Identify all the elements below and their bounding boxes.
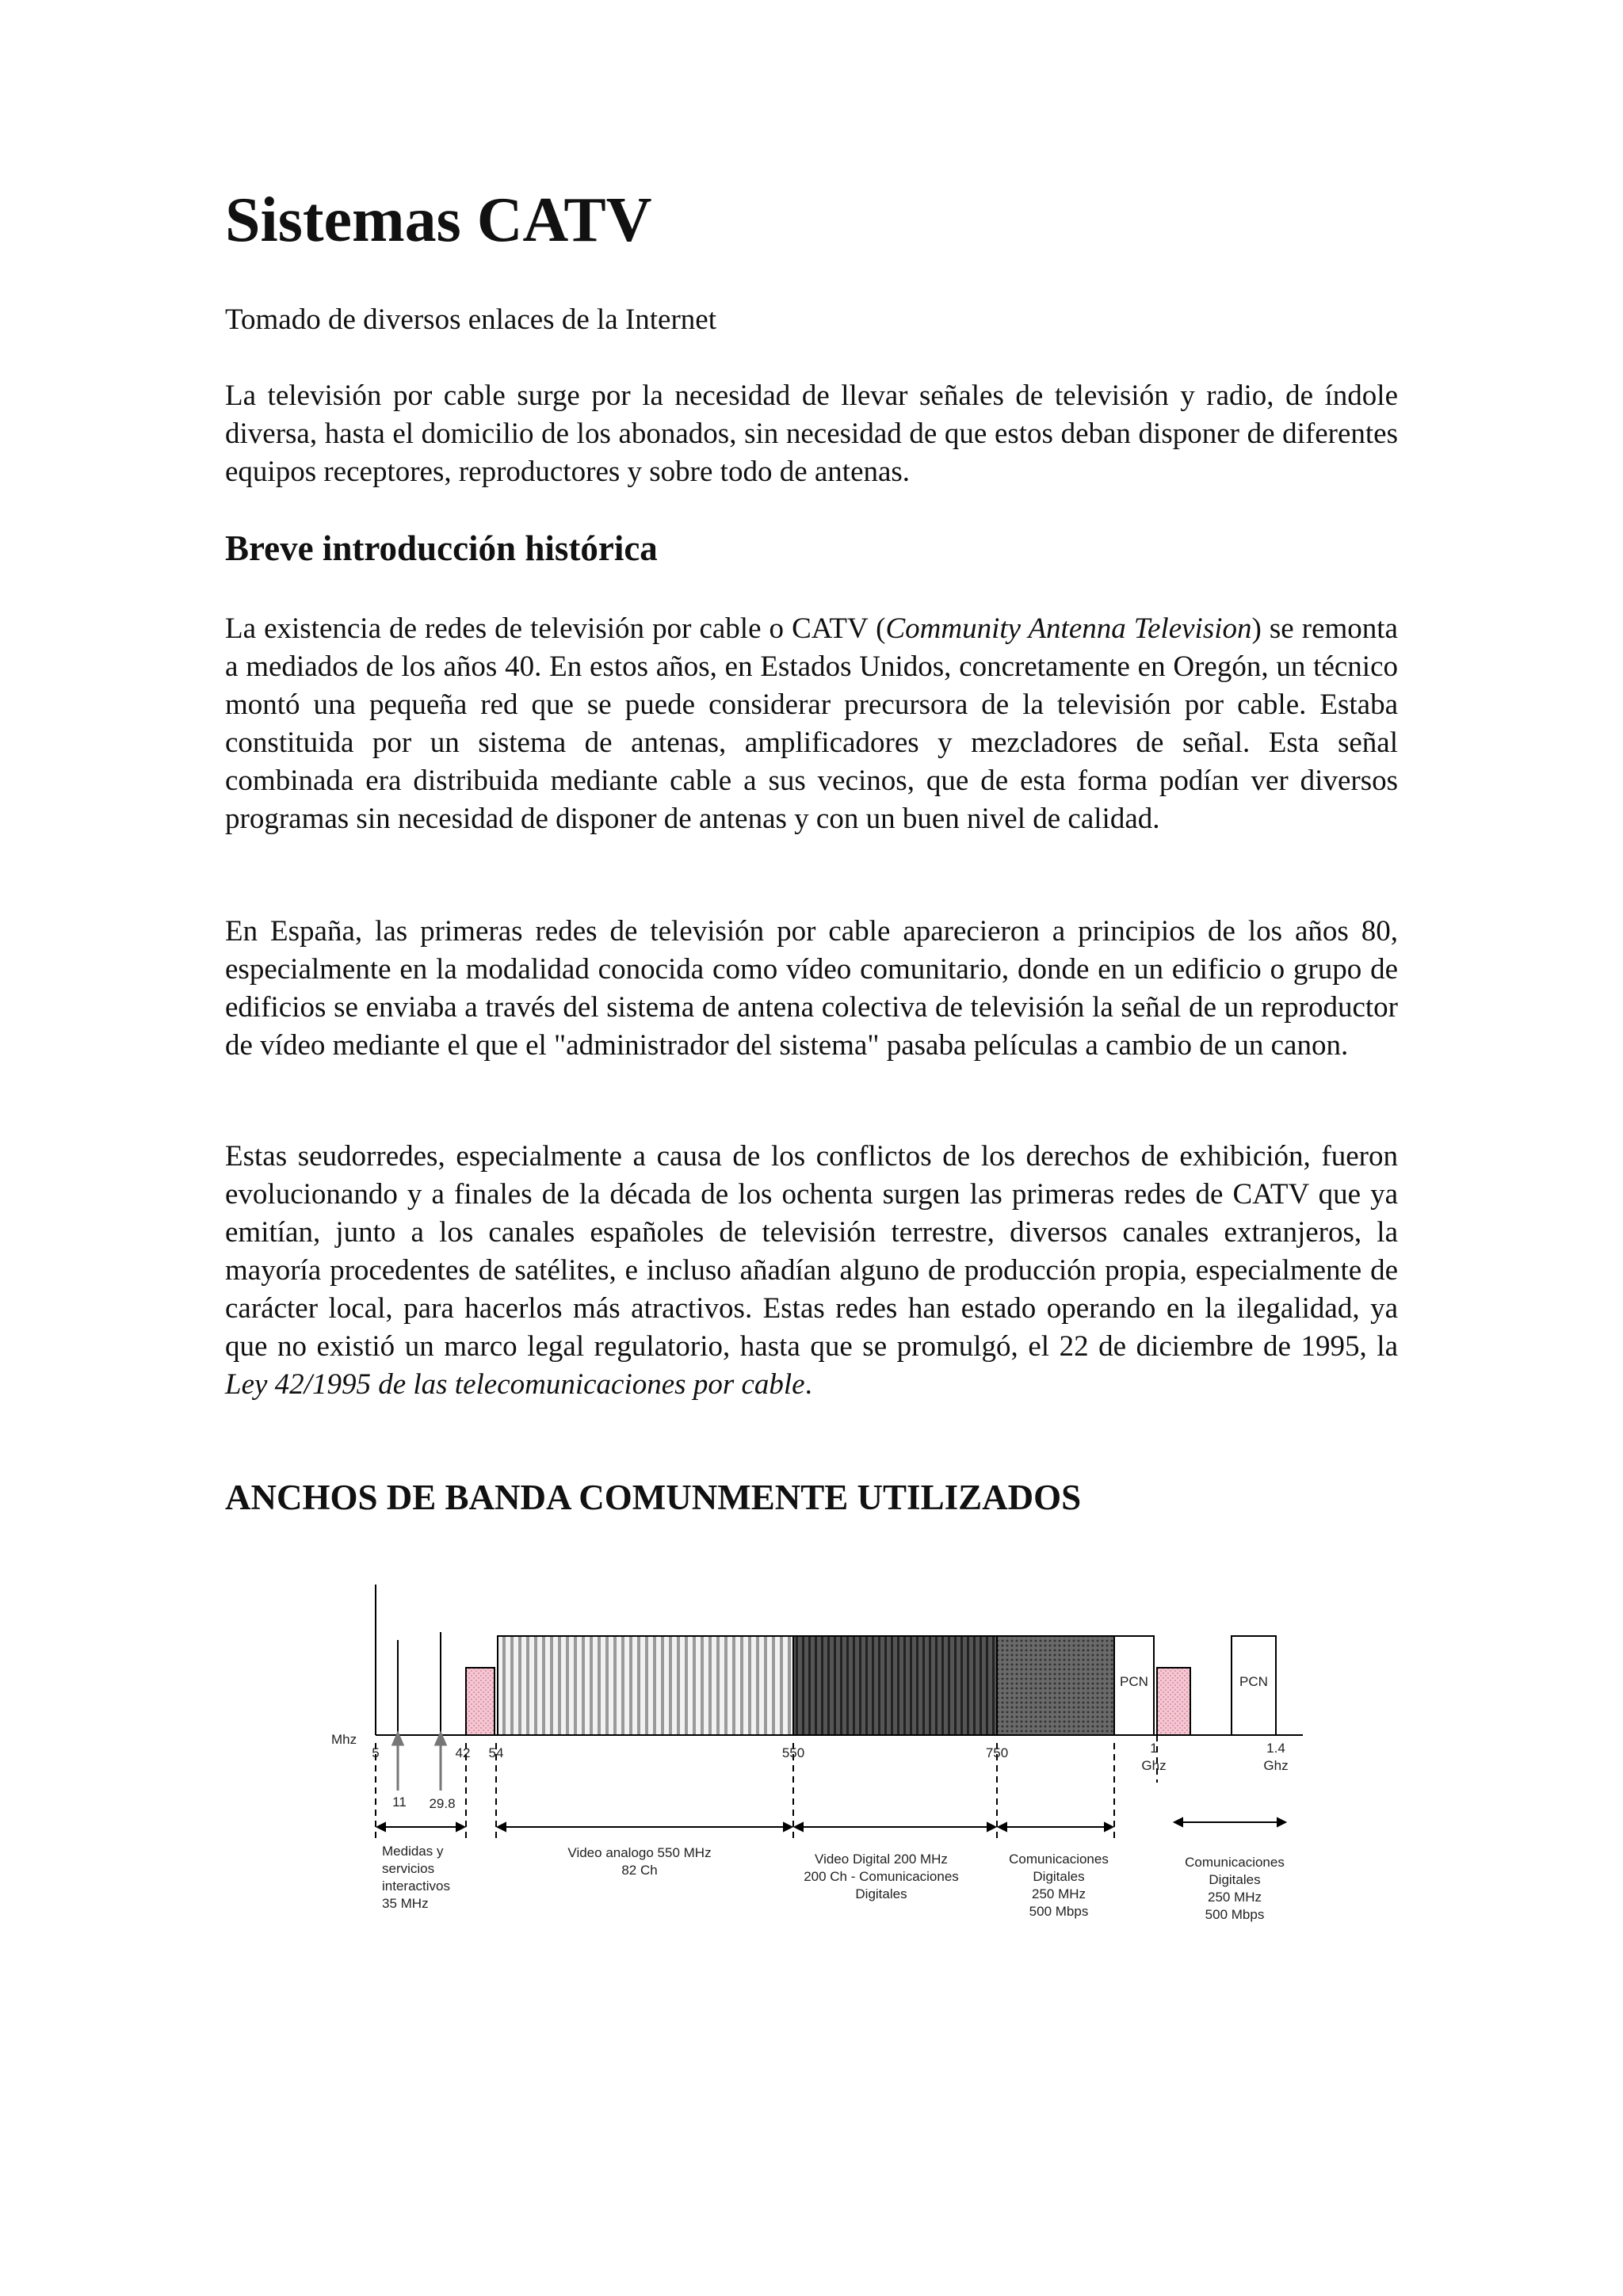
band-label-digital-2: 200 Ch - Comunicaciones: [804, 1869, 959, 1884]
band-label-interactive-2: servicios: [382, 1861, 435, 1876]
axis-unit-label: Mhz: [331, 1732, 357, 1747]
tick-label: 54: [488, 1745, 504, 1760]
intro-paragraph: La televisión por cable surge por la necesidad de llevar señales de televisión y radio, de índole diversa, hasta el domicilio de los abonados, sin necesidad de que estos deban disponer de diferentes equipos receptores, reproductores y sobre todo de antenas.: [225, 379, 1398, 488]
pcn-label-1: PCN: [1120, 1674, 1148, 1689]
tick-unit-label: Ghz: [1263, 1758, 1289, 1773]
history-heading: Breve introducción histórica: [225, 528, 658, 568]
band-label-interactive-3: interactivos: [382, 1878, 450, 1894]
band-label-comms-b-3: 250 MHz: [1207, 1890, 1262, 1905]
tick-label: 5: [372, 1745, 380, 1760]
page-subtitle: Tomado de diversos enlaces de la Internet: [225, 303, 717, 336]
band-label-comms-b-4: 500 Mbps: [1205, 1907, 1265, 1922]
history-paragraph-1: [225, 610, 1398, 838]
band-label-comms-a-1: Comunicaciones: [1009, 1852, 1109, 1867]
tick-label: 42: [455, 1745, 471, 1760]
history-p3-text-a: Estas seudorredes, especialmente a causa de los conflictos de los derechos de exhibición, fueron evolucionando y a finales de la década de los ochenta surgen las primeras redes de CATV que ya emitían, junto a los canales españoles de televisión terrestre, diversos canales extranjeros, la mayoría procedentes de satélites, e incluso añadían alguno de producción propia, especialmente de carácter local, para hacerlos más atractivos. Estas redes han estado operando en la ilegalidad, ya que no existió un marco legal regulatorio, hasta que se promulgó, el 22 de diciembre de 1995, la: [225, 1140, 1398, 1363]
band-label-comms-a-2: Digitales: [1033, 1869, 1085, 1884]
spectrum-diagram-svg: [320, 1577, 1303, 1949]
band-label-comms-a-3: 250 MHz: [1031, 1886, 1086, 1901]
band-label-interactive-1: Medidas y: [382, 1844, 444, 1859]
tick-label: 550: [781, 1745, 805, 1760]
page-title: Sistemas CATV: [225, 185, 652, 255]
band-label-analog-2: 82 Ch: [621, 1863, 658, 1878]
band-label-comms-b-1: Comunicaciones: [1185, 1855, 1285, 1870]
history-paragraph-3: [225, 1138, 1398, 1404]
history-p1-text-a: La existencia de redes de televisión por cable o CATV (: [225, 612, 886, 645]
marker-label: 29.8: [429, 1796, 456, 1811]
bandwidth-heading: ANCHOS DE BANDA COMUNMENTE UTILIZADOS: [225, 1478, 1082, 1517]
band-label-comms-a-4: 500 Mbps: [1029, 1904, 1089, 1919]
spectrum-diagram: [320, 1577, 1303, 1949]
band-label-digital-1: Video Digital 200 MHz: [815, 1852, 948, 1867]
pcn-label-2: PCN: [1239, 1674, 1268, 1689]
history-p3-italic: Ley 42/1995 de las telecomunicaciones por cable: [225, 1368, 805, 1401]
history-p3-text-b: .: [804, 1368, 812, 1401]
history-paragraph-2: En España, las primeras redes de televisión por cable aparecieron a principios de los años 80, especialmente en la modalidad conocida como vídeo comunitario, donde en un edificio o grupo de edificios se enviaba a través del sistema de antena colectiva de televisión la señal de un reproductor de vídeo mediante el que el "administrador del sistema" pasaba películas a cambio de un canon.: [225, 915, 1398, 1062]
band-label-digital-3: Digitales: [855, 1886, 907, 1901]
tick-label: 1.4: [1266, 1741, 1285, 1756]
tick-unit-label: Ghz: [1141, 1758, 1167, 1773]
marker-label: 11: [392, 1794, 407, 1810]
history-p1-text-b: ) se remonta a mediados de los años 40. En estos años, en Estados Unidos, concretamente en Oregón, un técnico montó una pequeña red que se puede considerar precursora de la televisión por cable. Estaba constituida por un sistema de antenas, amplificadores y mezcladores de señal. Esta señal combinada era distribuida mediante cable a sus vecinos, que de esta forma podían ver diversos programas sin necesidad de disponer de antenas y con un buen nivel de calidad.: [225, 612, 1398, 835]
tick-label: 1: [1150, 1741, 1158, 1756]
tick-label: 750: [985, 1745, 1009, 1760]
band-label-interactive-4: 35 MHz: [382, 1896, 429, 1911]
band-label-analog-1: Video analogo 550 MHz: [567, 1845, 712, 1860]
history-p1-italic: Community Antenna Television: [885, 612, 1252, 645]
band-label-comms-b-2: Digitales: [1209, 1872, 1261, 1887]
